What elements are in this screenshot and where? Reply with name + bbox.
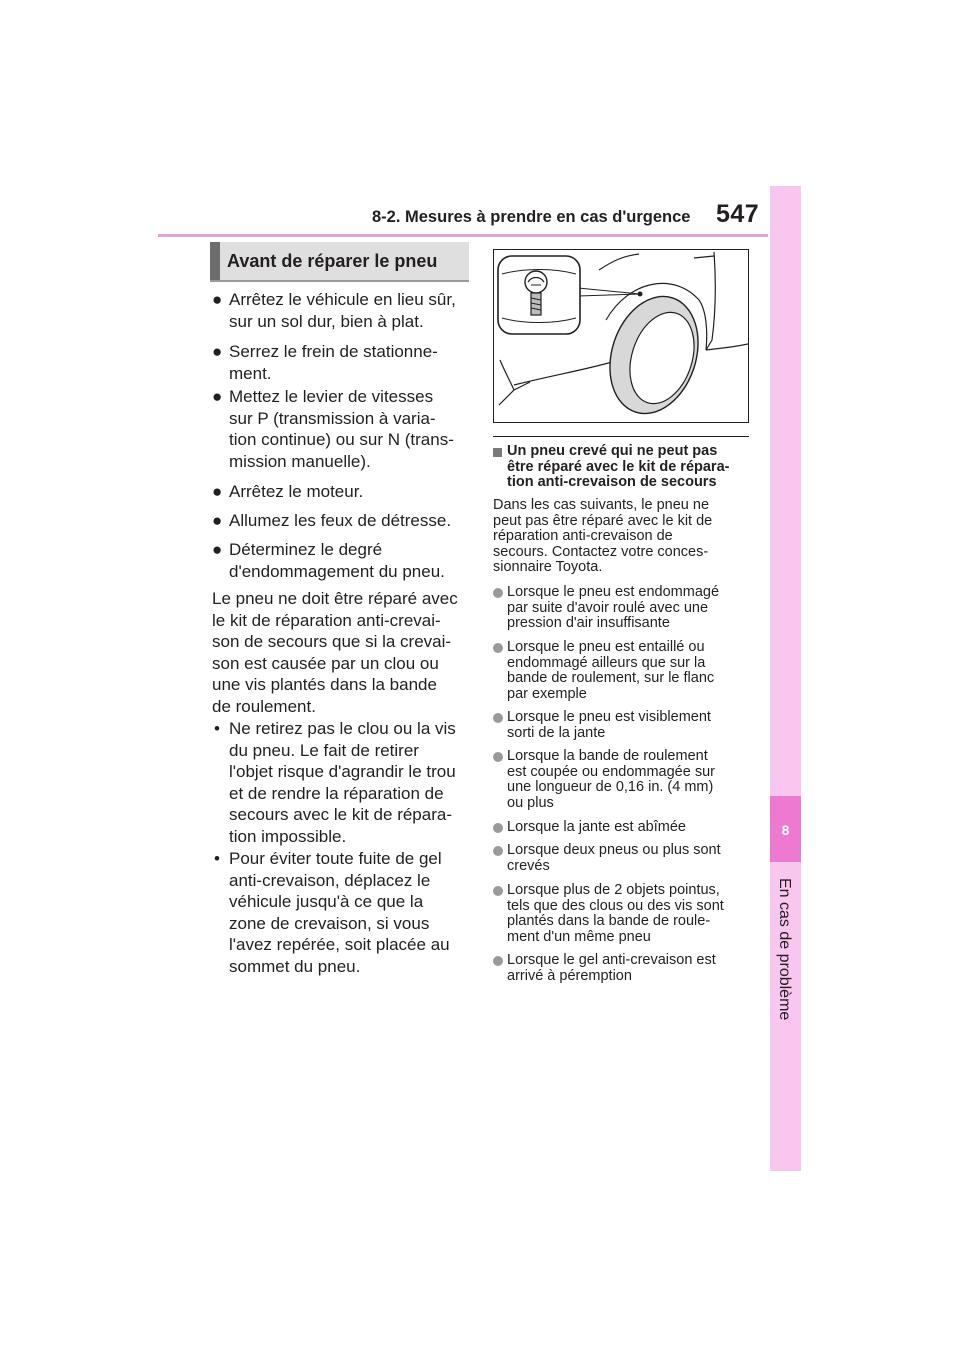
bullet-item [212,341,438,384]
heading-square-marker [493,448,502,457]
item-line: Lorsque le pneu est visiblement [507,709,711,725]
note-line: véhicule jusqu'à ce que la [229,892,424,911]
bullet-dot-icon [493,823,503,833]
item-line: arrivé à péremption [507,967,632,984]
item-line: ou plus [507,794,554,811]
item-line: une longueur de 0,16 in. (4 mm) [507,779,714,795]
bullet-dot-icon [493,846,503,856]
note-item [212,718,456,847]
bullet-line: Allumez les feux de détresse. [229,511,452,530]
left-paragraph [212,588,468,717]
right-heading [493,444,769,491]
paragraph-line: de roulement. [212,696,316,716]
note-item [212,848,450,977]
item-line: ment d'un même pneu [507,928,651,945]
paragraph-line: son de secours que si la crevai- [212,632,452,651]
condition-item [493,883,755,945]
header-title: 8-2. Mesures à prendre en cas d'urgence [372,208,691,226]
bullet-line: Serrez le frein de stationne- [229,342,438,361]
paragraph-line: secours. Contactez votre conces- [493,543,709,560]
paragraph-line: sionnaire Toyota. [493,559,603,575]
item-line: Lorsque la bande de roulement [507,748,708,764]
item-line: bande de roulement, sur le flanc [507,670,715,686]
bullet-line: Arrêtez le moteur. [229,482,364,501]
item-line: Lorsque la jante est abîmée [507,819,686,835]
note-line: anti-crevaison, déplacez le [229,870,431,890]
item-line: par exemple [507,685,587,702]
bullet-dot-icon [493,956,503,966]
note-bullet: • [214,849,220,868]
chapter-number: 8 [781,822,790,838]
bullet-line: tion continue) ou sur N (trans- [229,430,454,449]
condition-item [493,749,755,811]
section-title: Avant de réparer le pneu [227,251,438,271]
item-line: endommagé ailleurs que sur la [507,654,706,671]
bullet-dot: ● [212,342,223,361]
condition-item [493,585,755,632]
note-bullet: • [214,719,220,738]
heading-line: tion anti-crevaison de secours [507,474,717,490]
bullet-dot-icon [493,752,503,762]
note-line: l'objet risque d'agrandir le trou [229,762,456,781]
bullet-dot-icon [493,713,503,723]
condition-item [493,953,755,984]
bullet-item [212,539,445,582]
item-line: Lorsque le pneu est entaillé ou [507,639,705,655]
note-line: l'avez repérée, soit placée au [229,935,450,954]
item-line: plantés dans la bande de roule- [507,913,711,929]
note-line: Ne retirez pas le clou ou la vis [229,719,456,738]
item-line: Lorsque le pneu est endommagé [507,584,720,600]
item-line: par suite d'avoir roulé avec une [507,599,709,616]
bullet-item [212,510,451,532]
paragraph-line: peut pas être réparé avec le kit de [493,512,713,529]
bullet-line: Déterminez le degré [229,540,383,559]
tire-nail-illustration [493,249,749,423]
tire-illustration-svg [494,250,748,422]
note-line: et de rendre la réparation de [229,783,444,803]
right-paragraph [493,498,755,576]
item-line: tels que des clous ou des vis sont [507,897,724,914]
bullet-line: mission manuelle). [229,451,371,471]
note-line: zone de crevaison, si vous [229,913,430,933]
bullet-line: Arrêtez le véhicule en lieu sûr, [229,290,456,309]
bullet-dot: ● [212,482,223,501]
bullet-dot-icon [493,886,503,896]
condition-item [493,710,755,741]
bullet-line: Mettez le levier de vitesses [229,387,434,406]
chapter-side-strip [770,186,801,1171]
paragraph-line: Le pneu ne doit être réparé avec [212,589,458,608]
bullet-line: d'endommagement du pneu. [229,561,445,581]
item-line: Lorsque plus de 2 objets pointus, [507,882,720,898]
item-line: Lorsque le gel anti-crevaison est [507,952,716,968]
condition-item [493,843,755,874]
bullet-dot: ● [212,511,223,530]
bullet-line: sur P (transmission à varia- [229,408,436,428]
paragraph-line: le kit de réparation anti-crevai- [212,610,441,630]
note-line: tion impossible. [229,826,347,846]
note-line: secours avec le kit de répara- [229,805,452,824]
paragraph-line: Dans les cas suivants, le pneu ne [493,497,710,513]
condition-item [493,640,755,702]
bullet-dot-icon [493,588,503,598]
bullet-line: ment. [229,363,272,383]
heading-line: être réparé avec le kit de répara- [507,458,730,475]
note-line: Pour éviter toute fuite de gel [229,849,442,868]
chapter-label [775,878,793,906]
bullet-line: sur un sol dur, bien à plat. [229,311,424,331]
bullet-item [212,386,454,472]
note-line: sommet du pneu. [229,956,361,976]
item-line: sorti de la jante [507,724,606,741]
paragraph-line: son est causée par un clou ou [212,653,439,673]
bullet-item [212,289,456,332]
bullet-dot: ● [212,540,223,559]
bullet-item [212,481,363,503]
item-line: est coupée ou endommagée sur [507,763,715,780]
item-line: crevés [507,857,550,874]
figure-divider [493,436,749,437]
header-rule [158,234,768,237]
condition-item [493,820,755,836]
bullet-dot: ● [212,387,223,406]
bullet-dot: ● [212,290,223,309]
paragraph-line: réparation anti-crevaison de [493,528,673,544]
page-number: 547 [716,200,760,228]
item-line: pression d'air insuffisante [507,615,670,631]
section-title-bar [210,242,220,280]
item-line: Lorsque deux pneus ou plus sont [507,842,721,858]
heading-line: Un pneu crevé qui ne peut pas [507,443,718,459]
bullet-dot-icon [493,643,503,653]
note-line: du pneu. Le fait de retirer [229,740,419,760]
paragraph-line: une vis plantés dans la bande [212,675,437,694]
